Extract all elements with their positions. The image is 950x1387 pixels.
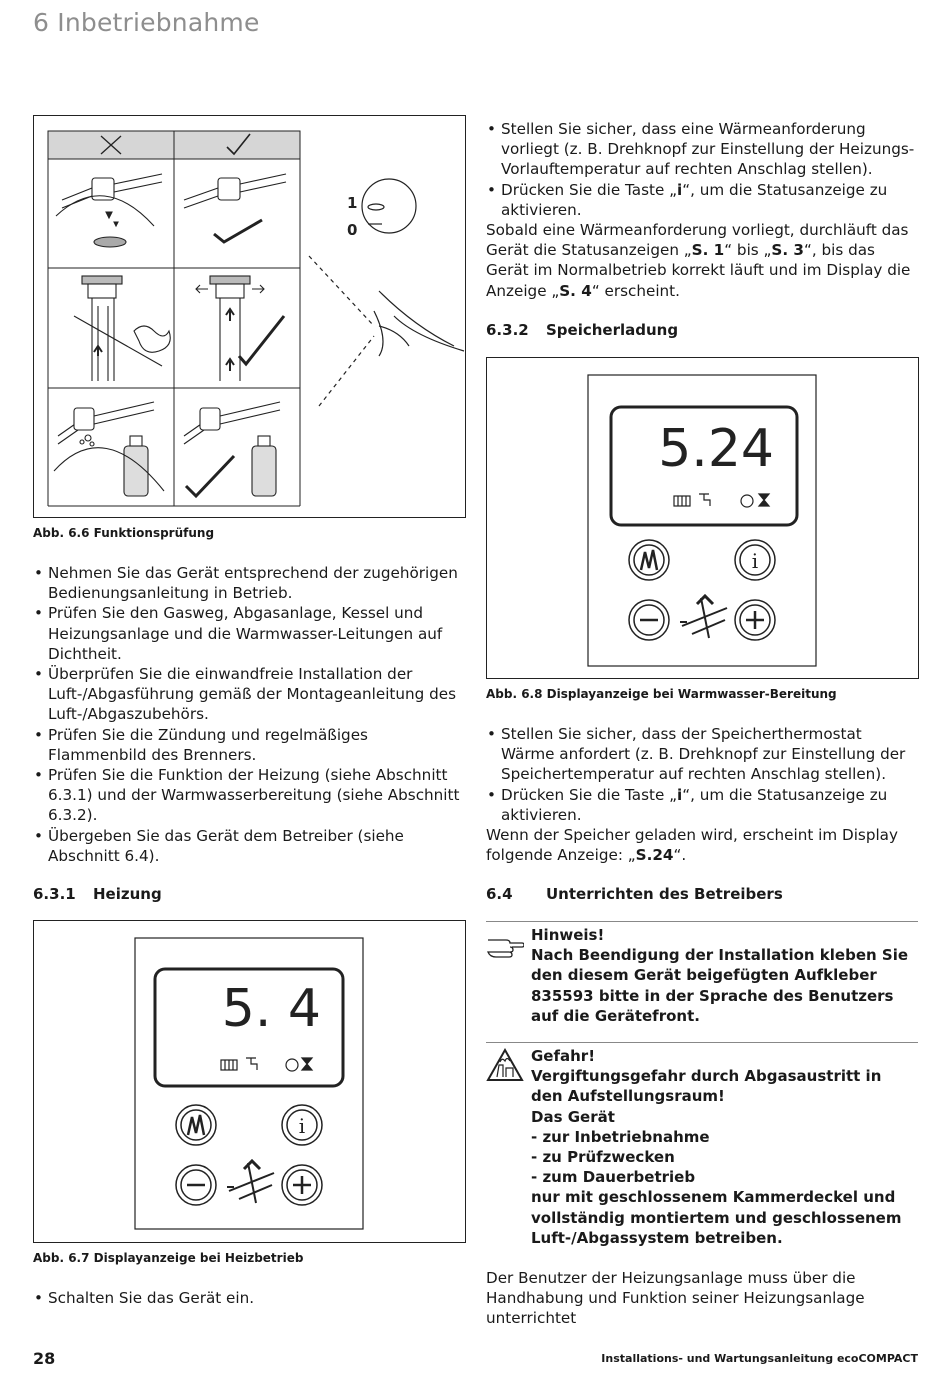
- danger-box: [486, 1042, 918, 1253]
- pointing-hand-icon: [486, 930, 524, 964]
- svg-text:i: i: [298, 1114, 306, 1138]
- switch-off-label: 0: [347, 221, 358, 239]
- storage-paragraph: Wenn der Speicher geladen wird, erscheint im Display folgende Anzeige: „S.24“.: [486, 826, 898, 865]
- figure-6-7-caption: Abb. 6.7 Displayanzeige bei Heizbetrieb: [33, 1251, 304, 1265]
- section-title: Heizung: [93, 885, 162, 903]
- note-text: [531, 925, 916, 1026]
- page-number: 28: [33, 1349, 56, 1368]
- minus-button: [629, 600, 669, 640]
- plus-button: [282, 1165, 322, 1205]
- list-item: • Übergeben Sie das Gerät dem Betreiber (siehe Abschnitt 6.4).: [33, 826, 465, 866]
- svg-text:i: i: [751, 549, 759, 573]
- danger-title: Gefahr!: [531, 1047, 596, 1065]
- figure-display-heating: [33, 920, 466, 1243]
- info-button: [735, 540, 775, 580]
- document-title: Installations- und Wartungsanleitung ecoCOMPACT: [601, 1352, 918, 1365]
- left-column-intro: [33, 563, 465, 866]
- key-i: i: [677, 785, 683, 804]
- section-title: Speicherladung: [546, 321, 679, 339]
- flame-button: [629, 540, 669, 580]
- danger-line: Vergiftungsgefahr durch Abgasaustritt in den Aufstellungsraum!: [531, 1067, 882, 1106]
- note-title: Hinweis!: [531, 926, 605, 944]
- list-item: • Prüfen Sie die Zündung und regelmäßiges Flammenbild des Brenners.: [33, 725, 465, 765]
- list-item: • Stellen Sie sicher, dass eine Wärmeanforderung vorliegt (z. B. Drehknopf zur Einstellung der Heizungs-Vorlauftemperatur auf rechten Anschlag stellen).: [486, 119, 918, 180]
- section-number: 6.4: [486, 885, 513, 903]
- minus-button: [176, 1165, 216, 1205]
- list-item: • Stellen Sie sicher, dass der Speicherthermostat Wärme anfordert (z. B. Drehknopf zur Einstellung der Speichertemperatur auf rechten Anschlag stellen).: [486, 724, 918, 785]
- danger-list-item: - zum Dauerbetrieb: [531, 1168, 696, 1187]
- danger-line: Das Gerät: [531, 1107, 615, 1126]
- list-item: • Schalten Sie das Gerät ein.: [33, 1288, 465, 1308]
- user-instruction-paragraph: Der Benutzer der Heizungsanlage muss über die Handhabung und Funktion seiner Heizungsanlage unterrichtet: [486, 1269, 865, 1328]
- danger-text: [531, 1046, 916, 1248]
- list-item: • Drücken Sie die Taste „i“, um die Statusanzeige zu aktivieren.: [486, 180, 918, 220]
- chapter-title: 6 Inbetriebnahme: [33, 8, 260, 37]
- section-heading-6-4: [486, 885, 783, 903]
- right-column-middle: [486, 724, 918, 865]
- danger-line: nur mit geschlossenem Kammerdeckel und vollständig montiertem und geschlossenem Luft-/Abgassystem betreiben.: [531, 1188, 902, 1247]
- list-item: • Überprüfen Sie die einwandfreie Installation der Luft-/Abgasführung gemäß der Montageanleitung des Luft-/Abgaszubehörs.: [33, 664, 465, 725]
- list-item: • Nehmen Sie das Gerät entsprechend der zugehörigen Bedienungsanleitung in Betrieb.: [33, 563, 465, 603]
- figure-display-hot-water: [486, 357, 919, 679]
- function-check-illustration: [34, 116, 465, 517]
- key-i: i: [677, 180, 683, 199]
- danger-list-item: - zur Inbetriebnahme: [531, 1127, 710, 1146]
- switch-on-label: 1: [347, 194, 358, 212]
- display-readout: 5. 4: [221, 979, 321, 1039]
- note-body: Nach Beendigung der Installation kleben Sie den diesem Gerät beigefügten Aufkleber 835593 bitte in der Sprache des Benutzers auf die Gerätefront.: [531, 946, 909, 1025]
- info-button: [282, 1105, 322, 1145]
- section-number: 6.3.2: [486, 321, 529, 339]
- left-column-final: [33, 1288, 465, 1308]
- flame-button: [176, 1105, 216, 1145]
- commissioning-bullet-list: [33, 563, 465, 866]
- section-number: 6.3.1: [33, 885, 76, 903]
- danger-list-item: - zu Prüfzwecken: [531, 1148, 675, 1167]
- warning-triangle-icon: [486, 1048, 524, 1082]
- list-item: • Prüfen Sie den Gasweg, Abgasanlage, Kessel und Heizungsanlage und die Warmwasser-Leitungen auf Dichtheit.: [33, 603, 465, 664]
- figure-6-6-caption: Abb. 6.6 Funktionsprüfung: [33, 526, 215, 540]
- display-panel-hot-water: [487, 358, 918, 678]
- figure-6-8-caption: Abb. 6.8 Displayanzeige bei Warmwasser-Bereitung: [486, 687, 837, 701]
- list-item: • Prüfen Sie die Funktion der Heizung (siehe Abschnitt 6.3.1) und der Warmwasserbereitung (siehe Abschnitt 6.3.2).: [33, 765, 465, 826]
- section-heading-6-3-1: [33, 885, 162, 903]
- status-paragraph: Sobald eine Wärmeanforderung vorliegt, durchläuft das Gerät die Statusanzeigen „S. 1“ bis „S. 3“, bis das Gerät im Normalbetrieb korrekt läuft und im Display die Anzeige „S. 4“ erscheint.: [486, 221, 911, 300]
- note-box: [486, 921, 918, 1032]
- right-column-bottom: [486, 1268, 918, 1329]
- section-heading-6-3-2: [486, 321, 678, 339]
- display-panel-heating: [34, 921, 465, 1242]
- right-column-top: [486, 119, 918, 301]
- plus-button: [735, 600, 775, 640]
- section-title: Unterrichten des Betreibers: [546, 885, 783, 903]
- figure-function-check: [33, 115, 466, 518]
- display-readout: 5.24: [658, 419, 774, 479]
- list-item: • Drücken Sie die Taste „i“, um die Statusanzeige zu aktivieren.: [486, 785, 918, 825]
